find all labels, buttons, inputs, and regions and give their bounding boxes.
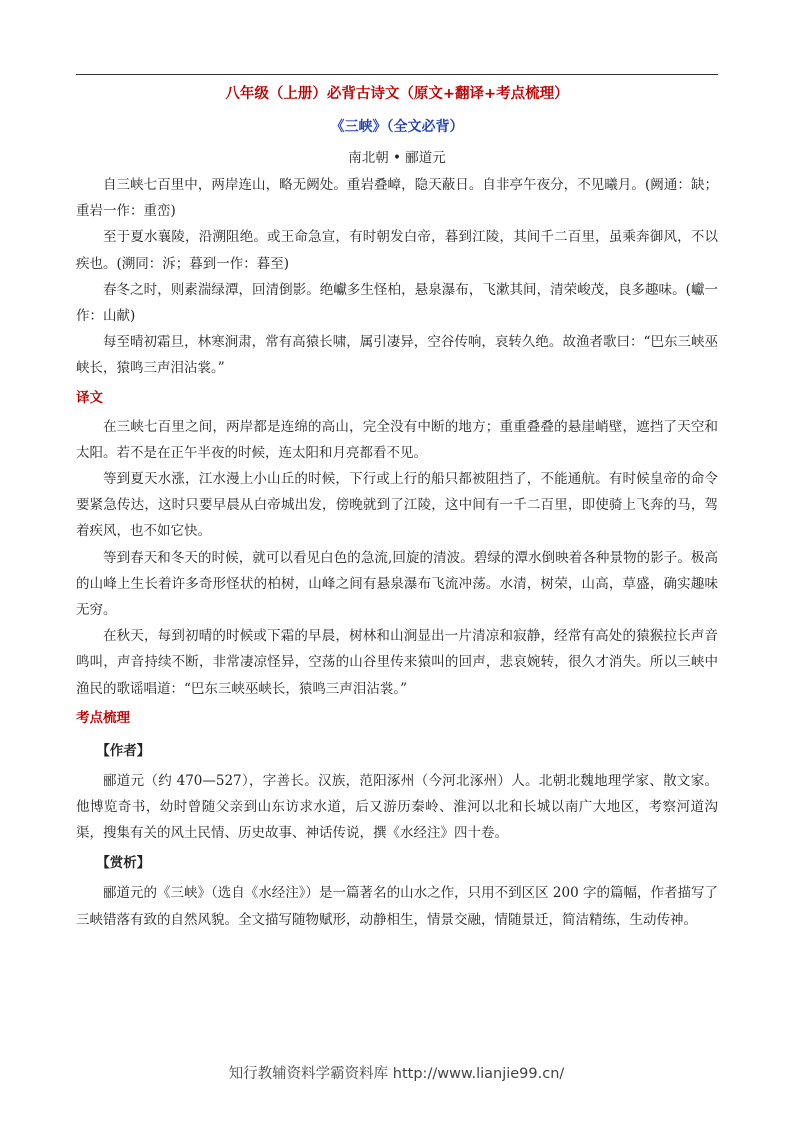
poem-title: 《三峡》（全文必背） bbox=[330, 119, 464, 135]
original-paragraph-1: 自三峡七百里中，两岸连山，略无阙处。重岩叠嶂，隐天蔽日。自非亭午夜分，不见曦月。(阙通：缺；重岩一作：重峦) bbox=[76, 177, 718, 220]
document-body bbox=[76, 172, 718, 933]
original-paragraph-2: 至于夏水襄陵，沿溯阻绝。或王命急宣，有时朝发白帝，暮到江陵，其间千二百里，虽乘奔御风，不以疾也。(溯同：泝；暮到一作：暮至) bbox=[76, 229, 718, 272]
key-points-heading: 考点梳理 bbox=[76, 709, 130, 726]
author-paragraph: 郦道元（约 470—527），字善长。汉族，范阳涿州（今河北涿州）人。北朝北魏地理学家、散文家。他博览奇书，幼时曾随父亲到山东访求水道，后又游历秦岭、淮河以北和长城以南广大地区，考察河道沟渠，搜集有关的风土民情、历史故事、神话传说，撰《水经注》四十卷。 bbox=[76, 772, 718, 842]
header-rule bbox=[76, 74, 718, 75]
translation-paragraph-4: 在秋天，每到初晴的时候或下霜的早晨，树林和山涧显出一片清凉和寂静，经常有高处的猿猴拉长声音鸣叫，声音持续不断，非常凄凉怪异，空荡的山谷里传来猿叫的回声，悲哀婉转，很久才消失。所以三峡中渔民的歌谣唱道：“巴东三峡巫峡长，猿鸣三声泪沾裳。” bbox=[76, 628, 718, 697]
translation-paragraph-1: 在三峡七百里之间，两岸都是连绵的高山，完全没有中断的地方；重重叠叠的悬崖峭壁，遮挡了天空和太阳。若不是在正午半夜的时候，连太阳和月亮都看不见。 bbox=[76, 418, 718, 461]
footer-watermark: 知行教辅资料学霸资料库 http://www.lianjie99.cn/ bbox=[228, 1066, 565, 1082]
original-paragraph-3: 春冬之时，则素湍绿潭，回清倒影。绝巘多生怪柏，悬泉瀑布，飞漱其间，清荣峻茂，良多趣味。(巘一作：山献) bbox=[76, 281, 718, 325]
appreciation-paragraph: 郦道元的《三峡》（选自《水经注》）是一篇著名的山水之作，只用不到区区 200 字的篇幅，作者描写了三峡错落有致的自然风貌。全文描写随物赋形，动静相生，情景交融，情随景迁，简洁精练，生动传神。 bbox=[76, 885, 718, 928]
document-title: 八年级（上册）必背古诗文（原文+翻译+考点梳理） bbox=[225, 86, 569, 102]
translation-paragraph-2: 等到夏天水涨，江水漫上小山丘的时候，下行或上行的船只都被阻挡了，不能通航。有时候皇帝的命令要紧急传达，这时只要早晨从白帝城出发，傍晚就到了江陵，这中间有一千二百里，即使骑上飞奔的马，驾着疾风，也不如它快。 bbox=[76, 471, 718, 540]
appreciation-heading: 【赏析】 bbox=[96, 855, 151, 872]
translation-paragraph-3: 等到春天和冬天的时候，就可以看见白色的急流,回旋的清波。碧绿的潭水倒映着各种景物的影子。极高的山峰上生长着许多奇形怪状的柏树，山峰之间有悬泉瀑布飞流冲荡。水清，树荣，山高，草盛，确实趣味无穷。 bbox=[76, 549, 718, 619]
translation-heading: 译文 bbox=[76, 389, 103, 406]
poem-author-line: 南北朝 • 郦道元 bbox=[348, 150, 446, 166]
author-heading: 【作者】 bbox=[96, 742, 151, 759]
original-paragraph-4: 每至晴初霜旦，林寒涧肃，常有高猿长啸，属引凄异，空谷传响，哀转久绝。故渔者歌曰：“巴东三峡巫峡长，猿鸣三声泪沾裳。” bbox=[76, 334, 718, 377]
